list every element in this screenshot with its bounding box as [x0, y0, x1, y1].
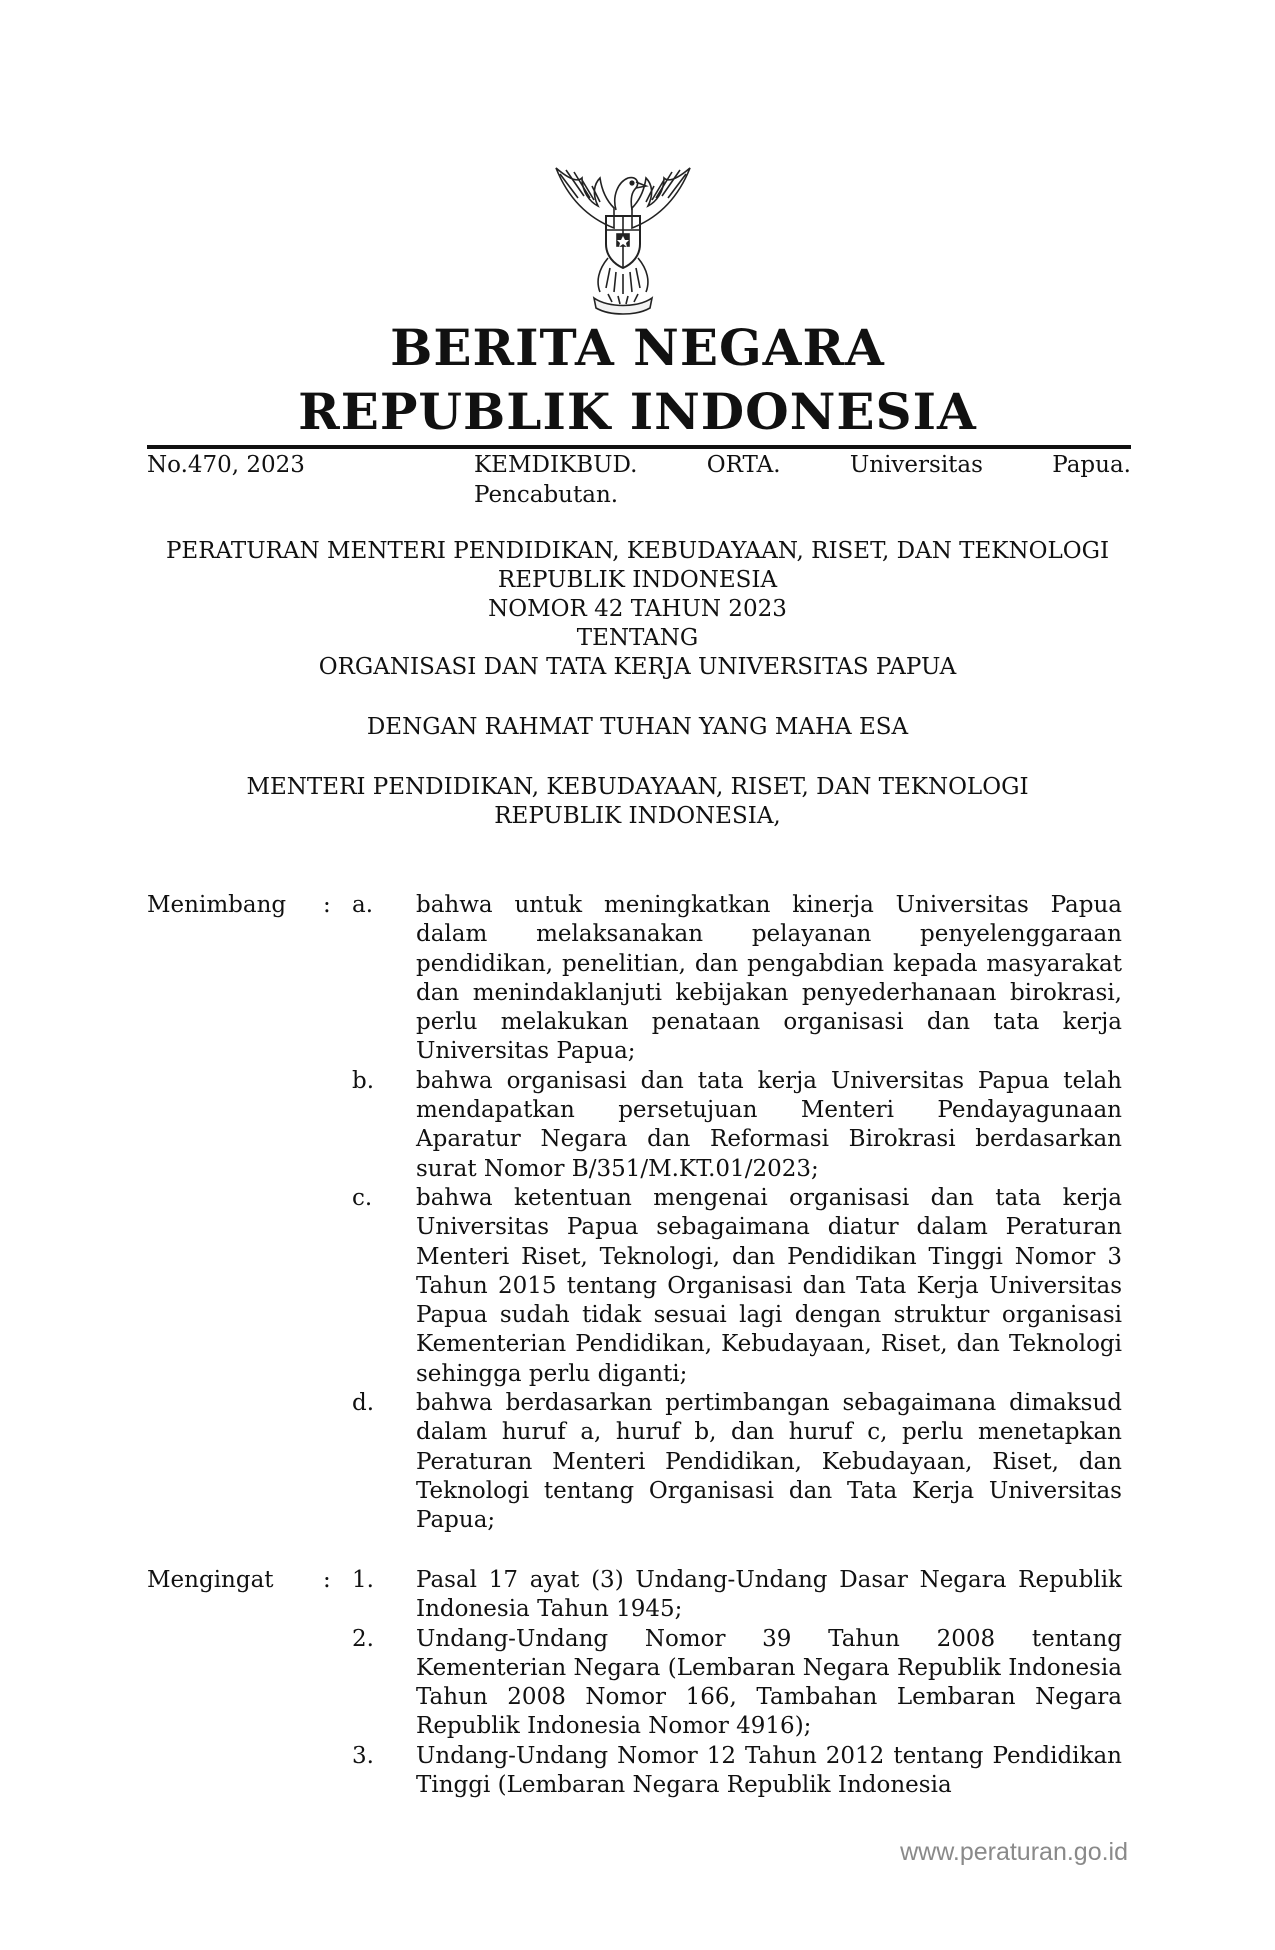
footer-url-link[interactable]: www.peraturan.go.id [900, 1838, 1128, 1866]
registration-number: No.470, 2023 [147, 452, 305, 478]
item-text: Undang-Undang Nomor 39 Tahun 2008 tentang Kementerian Negara (Lembaran Negara Republik Indonesia Tahun 2008 Nomor 166, Tambahan Lembaran Negara Republik Indonesia Nomor 4916); [416, 1625, 1122, 1740]
title-line: TENTANG [576, 625, 699, 651]
list-item [0, 1067, 1275, 1184]
mengingat-section [0, 1566, 1275, 1800]
item-marker: 2. [352, 1625, 374, 1652]
item-marker: c. [352, 1184, 373, 1211]
title-line: ORGANISASI DAN TATA KERJA UNIVERSITAS PAPUA [318, 654, 957, 680]
masthead-title-line2: REPUBLIK INDONESIA [298, 382, 977, 441]
section-colon: : [323, 892, 331, 918]
registration-subject: KEMDIKBUD. ORTA. Universitas Papua. [474, 452, 1131, 478]
regulation-title [0, 537, 1275, 682]
item-marker: 3. [352, 1742, 374, 1769]
item-text: Pasal 17 ayat (3) Undang-Undang Dasar Negara Republik Indonesia Tahun 1945; [416, 1567, 1122, 1623]
minister-line: MENTERI PENDIDIKAN, KEBUDAYAAN, RISET, DAN TEKNOLOGI [246, 774, 1029, 800]
item-text: bahwa organisasi dan tata kerja Universitas Papua telah mendapatkan persetujuan Menteri Pendayagunaan Aparatur Negara dan Reformasi Birokrasi berdasarkan surat Nomor B/351/M.KT.01/2023; [416, 1067, 1122, 1182]
item-text: bahwa untuk meningkatkan kinerja Universitas Papua dalam melaksanakan pelayanan penyelenggaraan pendidikan, penelitian, dan pengabdian kepada masyarakat dan menindaklanjuti kebijakan penyederhanaan birokrasi, perlu melakukan penataan organisasi dan tata kerja Universitas Papua; [416, 892, 1122, 1065]
masthead-title-line1: BERITA NEGARA [390, 318, 885, 377]
minister-line: REPUBLIK INDONESIA, [494, 803, 781, 829]
item-marker: b. [352, 1067, 375, 1094]
list-item [0, 1566, 1275, 1625]
list-item [0, 1389, 1275, 1535]
garuda-emblem-icon [548, 158, 698, 318]
title-line: PERATURAN MENTERI PENDIDIKAN, KEBUDAYAAN, RISET, DAN TEKNOLOGI [165, 538, 1110, 564]
item-marker: a. [352, 892, 374, 918]
item-text: bahwa berdasarkan pertimbangan sebagaimana dimaksud dalam huruf a, huruf b, dan huruf c, perlu menetapkan Peraturan Menteri Pendidikan, Kebudayaan, Riset, dan Teknologi tentang Organisasi dan Tata Kerja Universitas Papua; [416, 1390, 1122, 1534]
blessing-line: DENGAN RAHMAT TUHAN YANG MAHA ESA [366, 714, 909, 740]
list-item [0, 1742, 1275, 1801]
section-colon: : [323, 1567, 331, 1593]
title-line: REPUBLIK INDONESIA [497, 567, 778, 593]
list-item [0, 891, 1275, 1067]
section-label: Menimbang [147, 892, 287, 918]
item-text: bahwa ketentuan mengenai organisasi dan tata kerja Universitas Papua sebagaimana diatur dalam Peraturan Menteri Riset, Teknologi, dan Pendidikan Tinggi Nomor 3 Tahun 2015 tentang Organisasi dan Tata Kerja Universitas Papua sudah tidak sesuai lagi dengan struktur organisasi Kementerian Pendidikan, Kebudayaan, Riset, dan Teknologi sehingga perlu diganti; [416, 1184, 1122, 1387]
item-marker: 1. [352, 1567, 374, 1593]
item-marker: d. [352, 1390, 375, 1417]
title-line: NOMOR 42 TAHUN 2023 [488, 596, 787, 622]
masthead-divider [147, 445, 1131, 449]
minister-heading [0, 773, 1275, 831]
registration-subject-continued: Pencabutan. [474, 482, 619, 508]
section-label: Mengingat [147, 1567, 274, 1593]
list-item [0, 1625, 1275, 1742]
menimbang-section [0, 891, 1275, 1536]
list-item [0, 1184, 1275, 1389]
item-text: Undang-Undang Nomor 12 Tahun 2012 tentang Pendidikan Tinggi (Lembaran Negara Republik Indonesia [416, 1742, 1122, 1799]
